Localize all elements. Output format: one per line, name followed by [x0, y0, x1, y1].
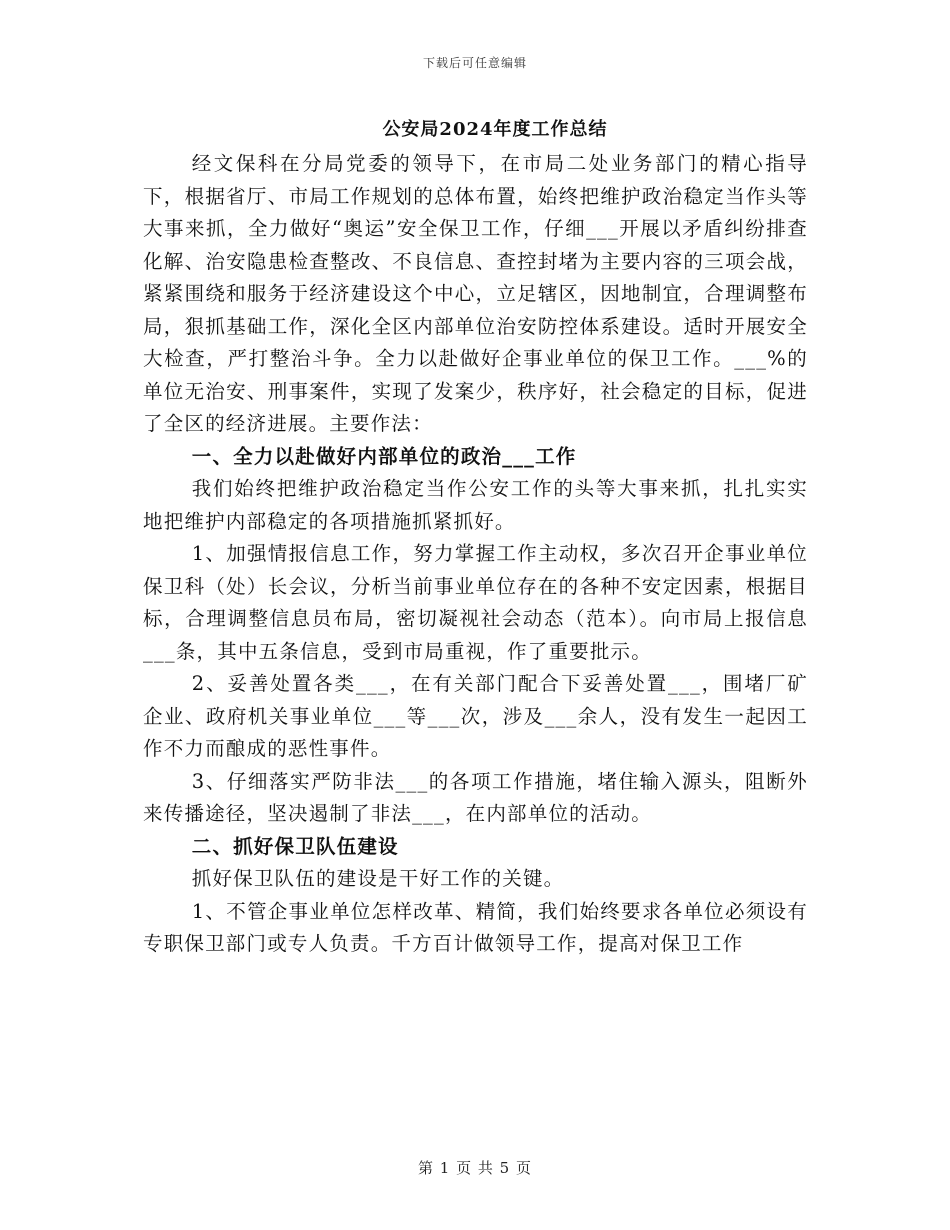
page-number: 第 1 页 共 5 页 — [418, 1159, 532, 1177]
intro-paragraph: 经文保科在分局党委的领导下，在市局二处业务部门的精心指导下，根据省厅、市局工作规划的总体布置，始终把维护政治稳定当作头等大事来抓，全力做好“奥运”安全保卫工作，仔细___开展以矛盾纠纷排查化解、治安隐患检查整改、不良信息、查控封堵为主要内容的三项会战，紧紧围绕和服务于经济建设这个中心，立足辖区，因地制宜，合理调整布局，狠抓基础工作，深化全区内部单位治安防控体系建设。适时开展安全大检查，严打整治斗争。全力以赴做好企事业单位的保卫工作。___%的单位无治安、刑事案件，实现了发案少，秩序好，社会稳定的目标，促进了全区的经济进展。主要作法： — [143, 152, 808, 435]
section-2-intro: 抓好保卫队伍的建设是干好工作的关键。 — [191, 867, 565, 890]
header-note: 下载后可任意编辑 — [422, 56, 527, 70]
section-1-item-3: 3、仔细落实严防非法___的各项工作措施，堵住输入源头，阻断外来传播途径，坚决遏制了非法___，在内部单位的活动。 — [143, 769, 808, 825]
document-body — [143, 148, 808, 961]
section-heading-2: 二、抓好保卫队伍建设 — [191, 834, 399, 858]
section-1-item-2: 2、妥善处置各类___，在有关部门配合下妥善处置___，围堵厂矿企业、政府机关事业单位___等___次，涉及___余人，没有发生一起因工作不力而酿成的恶性事件。 — [143, 672, 808, 760]
section-1-item-1: 1、加强情报信息工作，努力掌握工作主动权，多次召开企事业单位保卫科（处）长会议，分析当前事业单位存在的各种不安定因素，根据目标，合理调整信息员布局，密切凝视社会动态（范本）。向市局上报信息___条，其中五条信息，受到市局重视，作了重要批示。 — [143, 542, 808, 663]
section-heading-1: 一、全力以赴做好内部单位的政治___工作 — [191, 444, 577, 468]
document-title: 公安局2024年度工作总结 — [382, 119, 608, 140]
section-2-item-1: 1、不管企事业单位怎样改革、精简，我们始终要求各单位必须设有专职保卫部门或专人负责。千方百计做领导工作，提高对保卫工作 — [143, 899, 808, 955]
section-1-intro: 我们始终把维护政治稳定当作公安工作的头等大事来抓，扎扎实实地把维护内部稳定的各项措施抓紧抓好。 — [143, 477, 808, 533]
